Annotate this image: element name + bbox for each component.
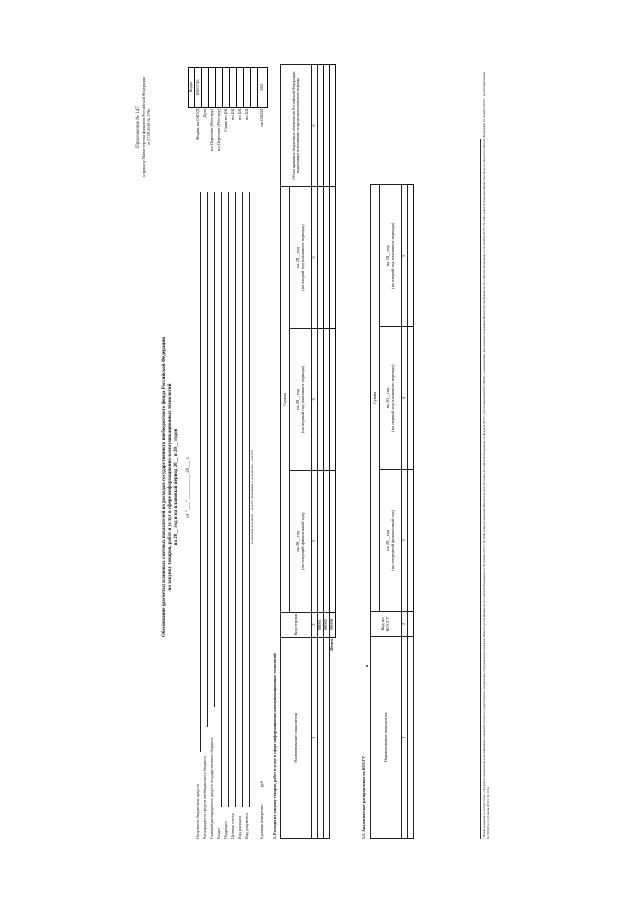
appendix-order: к приказу Министерства финансов Российской Федерации (141, 77, 146, 177)
code-registry-2[interactable] (216, 68, 223, 108)
appendix-date: от 27.08.2018 № 179н (146, 108, 151, 146)
field-doc-type: Вид документа (244, 813, 249, 839)
field-subsection: Подраздел (223, 821, 228, 839)
s1-col-y1: на 20__год (на текущий финансовый год) (290, 470, 312, 612)
s11-num-3: 3 (402, 469, 408, 611)
unit-value: руб (259, 781, 264, 787)
section11-title: 1.1. Аналитическое распределение по КОСГУ (361, 755, 366, 839)
s1-col-obligations: Объем принятых бюджетных обязательств Российской Федерации, подлежащих исполнению за пределами планового периода (281, 65, 312, 187)
field-section-line[interactable] (221, 192, 222, 807)
field-recipient-line[interactable] (200, 192, 201, 752)
code-date[interactable] (202, 68, 209, 108)
form-subtitle: на закупку товаров, работ и услуг в сфере информационно-коммуникационных технологий (168, 383, 173, 591)
field-distributor-line[interactable] (207, 192, 208, 727)
s1-total-label: Итого (329, 638, 335, 651)
code-blank[interactable] (251, 68, 258, 108)
field-expense-type-line[interactable] (242, 192, 243, 807)
s1-col-y2: на 20__год (на первый год планового периода) (290, 328, 312, 470)
form-date: от "___" __________ 20___ г. (186, 456, 191, 518)
field-section: Раздел (216, 827, 221, 839)
s11-col-name: Наименование показателя (371, 636, 402, 838)
code-bk-2[interactable] (237, 68, 244, 108)
s1-col-code: Код строки (281, 612, 312, 637)
appendix-number: Приложение № 147 (136, 106, 141, 148)
form-period: на 20__ год и на плановый период 20__ и 20__ годов (174, 428, 179, 546)
codes-table: Коды Форма по ОКУД 0505746 Дата по Перечню (Реестру) по Перечню (Реестру) Глава по БК по БК по БК по БК по ОКЕИ 383 (188, 67, 268, 167)
scan-speck (366, 665, 368, 667)
codes-header: Коды (189, 68, 195, 108)
field-target-article-line[interactable] (235, 192, 236, 807)
s11-num-2: 2 (402, 612, 408, 637)
s1-num-4: 4 (312, 328, 318, 470)
field-distributor: Распорядитель средств внебюджетного бюджета (202, 756, 207, 839)
code-bk-1[interactable] (230, 68, 237, 108)
s1-col-name: Наименование показателя (281, 637, 312, 838)
s11-col-y2: на 20__год (на первый год планового периода) (380, 327, 402, 469)
section11-table (370, 184, 414, 839)
s1-row-code: 00002 (324, 612, 330, 637)
s11-col-y3: на 20__год (на второй год планового периода) (380, 185, 402, 327)
s11-num-1: 1 (402, 636, 408, 838)
s11-col-y1: на 20__год (на очередной финансовый год) (380, 469, 402, 611)
section1-table (280, 64, 336, 839)
s1-total-code: 90000 (330, 612, 336, 637)
doc-type-hint: (основной документ – код 01; изменение к документу – код 02) (250, 450, 254, 544)
s11-col-sum: Сумма (371, 185, 380, 612)
field-expense-type: Вид расходов (237, 816, 242, 839)
field-subsection-line[interactable] (228, 192, 229, 807)
field-main-distributor: Главный распорядитель средств государственного бюджета (209, 737, 214, 839)
s1-num-1: 1 (312, 637, 318, 838)
total-row (330, 65, 336, 839)
code-okud: 0505746 (195, 68, 202, 108)
footnote-rule (480, 139, 481, 839)
s1-col-y3: на 20__год (на второй год планового периода) (290, 187, 312, 329)
field-main-distributor-line[interactable] (214, 192, 215, 707)
s1-row-code: 00001 (318, 612, 324, 637)
field-target-article: Целевая статья (230, 813, 235, 839)
footnote: ¹ Новая редакция в соответствии с Порядком применения классификации операций сектора государственного управления, утвержденным приказом Министерства финансов Российской Федерации от 29 ноября 2017 г. № 209н (зарегистрирован Министерством юстиции Российской Федерации 12 февраля 2018 г., регистрационный № 50003), с изменениями, внесенными приказами Министерства финансов Российской Федерации от 30 ноября 2018 г. № 244н (зарегистрирован Министерством юстиции Российской Федерации 26 декабря 2018 г., регистрационный № 53190) и от 23 июня 2019 г. № 113н (482, 72, 490, 839)
rotated-form-sheet (130, 57, 510, 847)
unit-label: Единица измерения: (259, 804, 264, 839)
code-bk-3[interactable] (244, 68, 251, 108)
section1-title: 1. Расходы на закупку товаров, работ и услуг в сфере информационно-коммуникационных технологий (272, 653, 277, 839)
code-okei: 383 (258, 68, 268, 108)
code-chapter[interactable] (223, 68, 230, 108)
s11-num-4: 4 (402, 327, 408, 469)
s1-num-2: 2 (312, 612, 318, 637)
table-row (408, 185, 414, 839)
form-title: Обоснование (расчеты) плановых сметных показателей по расходам государственного внебюджетного фонда Российской Федерации (162, 337, 167, 638)
s11-col-code: Код по КОСГУ (371, 612, 402, 637)
s11-num-5: 5 (402, 185, 408, 327)
s1-num-5: 5 (312, 187, 318, 329)
s1-col-sum: Сумма (281, 187, 290, 613)
s1-num-3: 3 (312, 470, 318, 612)
s1-num-6: 6 (312, 65, 318, 187)
code-registry-1[interactable] (209, 68, 216, 108)
field-recipient: Получатель бюджетных средств (195, 784, 200, 839)
